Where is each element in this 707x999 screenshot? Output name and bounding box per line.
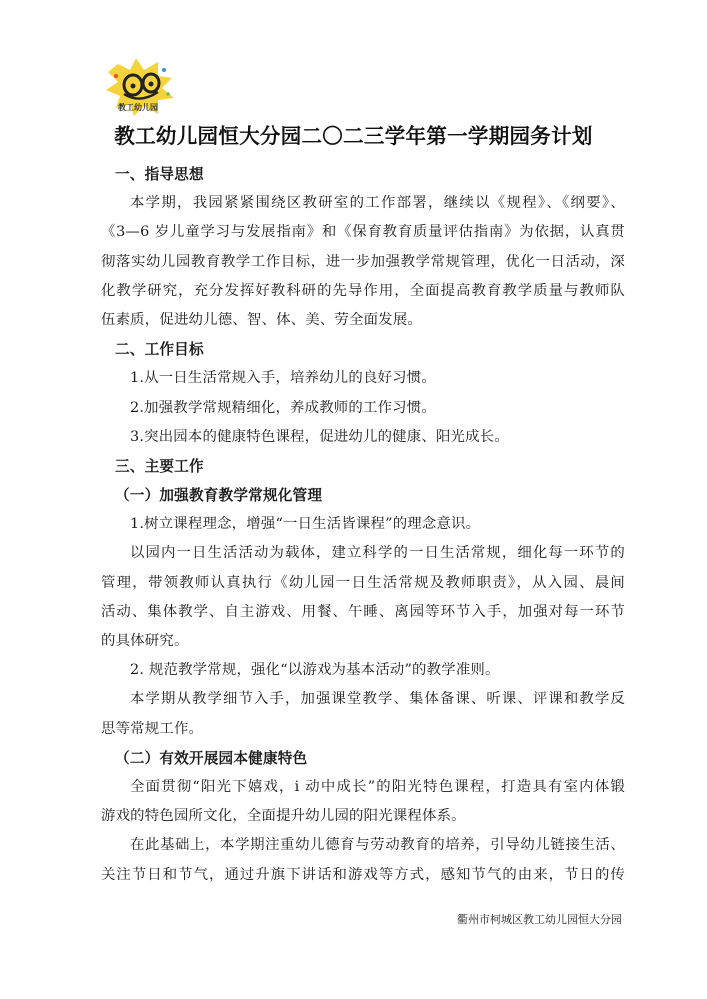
logo-text: 教工幼儿园 (118, 103, 158, 112)
text-line: 本学期从教学细节入手，加强课堂教学、集体备课、听课、评课和教学反 (130, 691, 625, 708)
text-line: 活动、集体教学、自主游戏、用餐、午睡、离园等环节入手，加强对每一环节 (101, 603, 625, 620)
section-heading: （一）加强教育教学常规化管理 (115, 487, 323, 505)
text-line: 1.从一日生活常规入手，培养幼儿的良好习惯。 (130, 370, 436, 387)
text-line: 3.突出园本的健康特色课程，促进幼儿的健康、阳光成长。 (130, 428, 509, 445)
text-line: 游戏的特色园所文化，全面提升幼儿园的阳光课程体系。 (101, 808, 466, 825)
text-line: 思等常规工作。 (101, 720, 204, 737)
text-line: 化教学研究，充分发挥好教科研的先导作用，全面提高教育教学质量与教师队 (101, 282, 625, 299)
text-line: 全面贯彻“阳光下嬉戏，i 动中成长”的阳光特色课程，打造具有室内体锻 (130, 778, 625, 795)
page-title: 教工幼儿园恒大分园二〇二三学年第一学期园务计划 (114, 124, 593, 148)
text-line: 2.加强教学常规精细化，养成教师的工作习惯。 (130, 399, 436, 416)
section-heading: （二）有效开展园本健康特色 (115, 749, 308, 767)
text-line: 以园内一日生活活动为载体，建立科学的一日生活常规，细化每一环节的 (130, 545, 625, 562)
section-heading: 一、指导思想 (115, 166, 204, 183)
text-line: 的具体研究。 (101, 633, 189, 649)
section-heading: 二、工作目标 (115, 341, 204, 359)
footer-text: 衢州市柯城区教工幼儿园恒大分园 (457, 913, 622, 926)
text-line: 1.树立课程理念，增强“一日生活皆课程”的理念意识。 (130, 516, 481, 533)
text-line: 管理，带领教师认真执行《幼儿园一日生活常规及教师职责》，从入园、晨间 (101, 574, 625, 591)
text-line: 彻落实幼儿园教育教学工作目标，进一步加强教学常规管理，优化一日活动，深 (101, 253, 625, 270)
text-line: 关注节日和节气，通过升旗下讲话和游戏等方式，感知节气的由来，节日的传 (101, 866, 625, 883)
text-line: 伍素质，促进幼儿德、智、体、美、劳全面发展。 (101, 311, 422, 328)
document-body (101, 160, 625, 890)
section-heading: 三、主要工作 (115, 457, 204, 475)
text-line: 2. 规范教学常规，强化“以游戏为基本活动”的教学准则。 (130, 662, 500, 679)
text-line: 《3—6 岁儿童学习与发展指南》和《保育教育质量评估指南》为依据，认真贯 (101, 224, 625, 241)
text-line: 本学期，我园紧紧围绕区教研室的工作部署，继续以《规程》、《纲要》、 (130, 195, 625, 212)
text-line: 在此基础上，本学期注重幼儿德育与劳动教育的培养，引导幼儿链接生活、 (130, 837, 625, 854)
